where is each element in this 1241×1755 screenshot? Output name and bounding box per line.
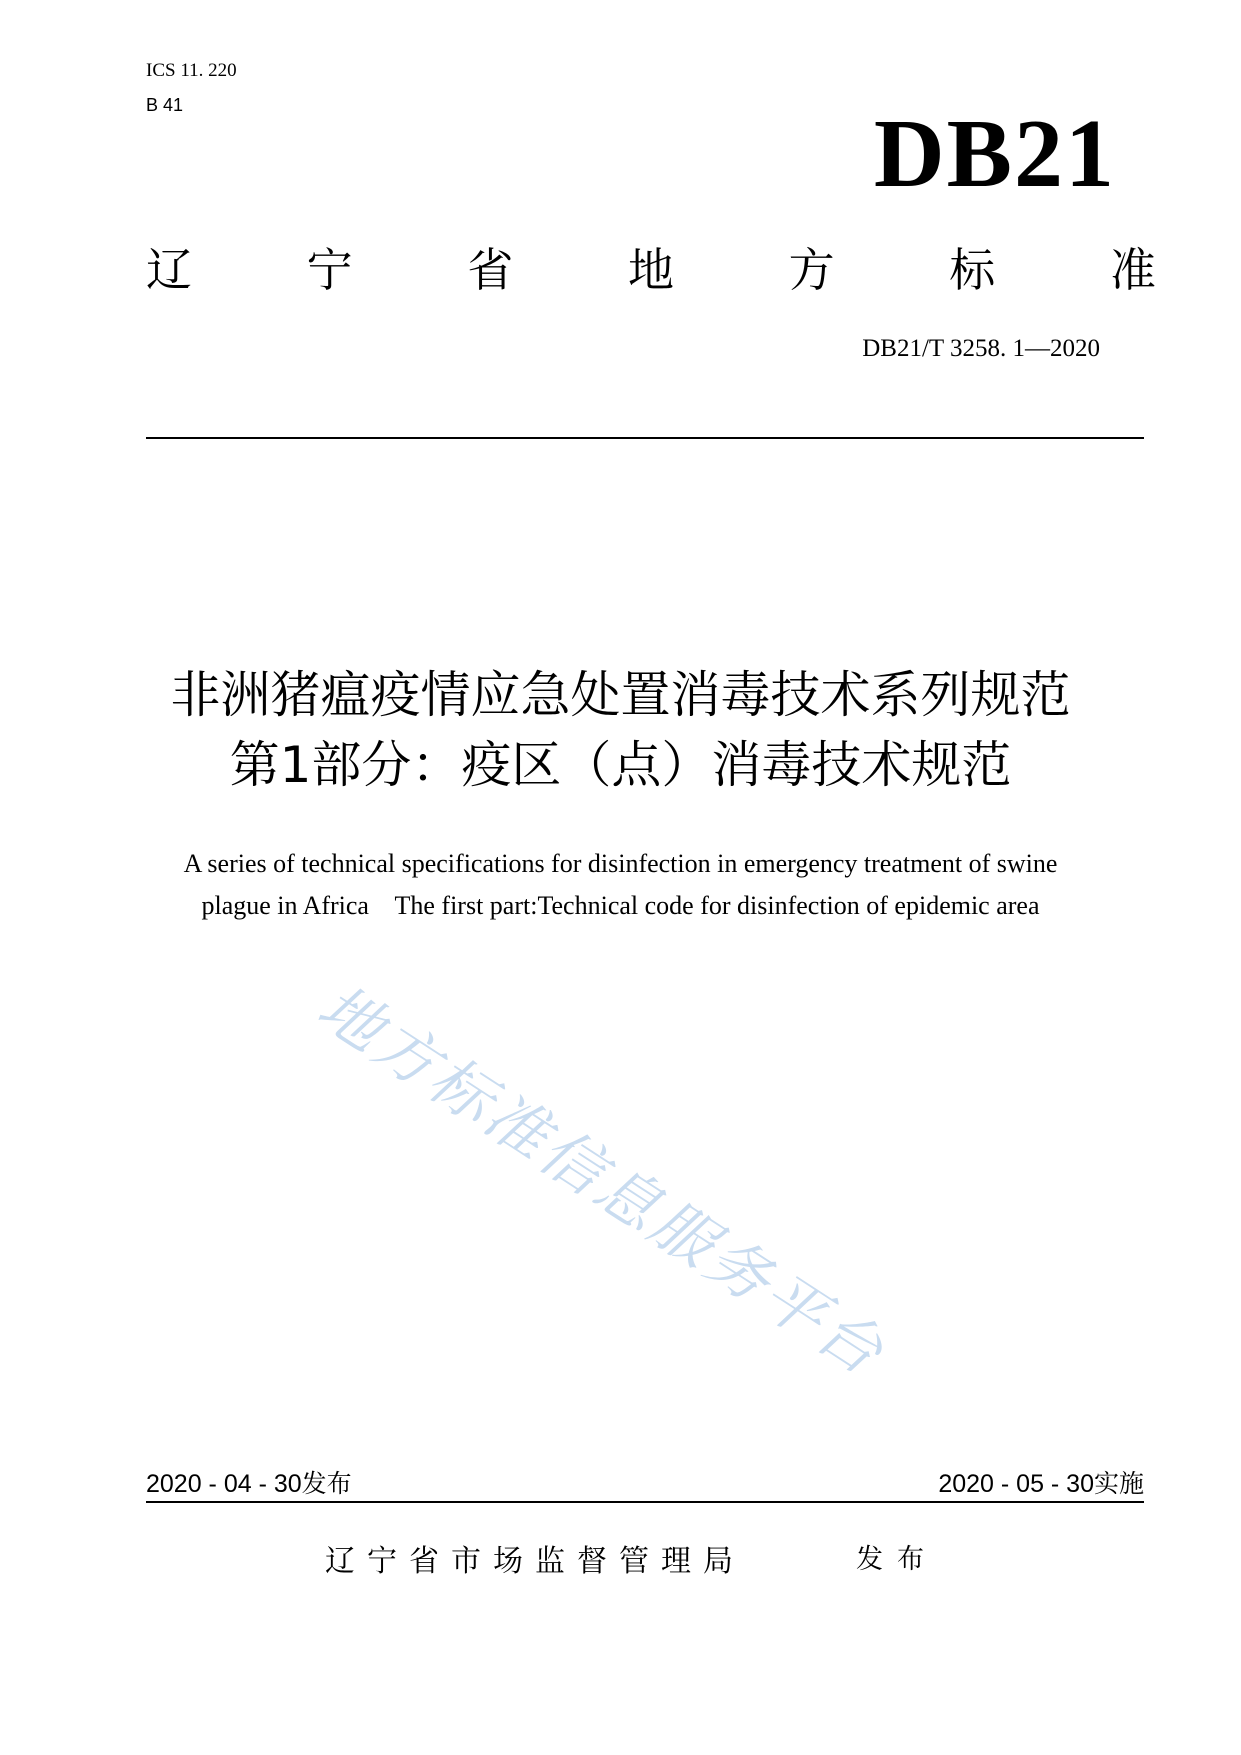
watermark: 地方标准信息服务平台 — [305, 969, 899, 1391]
ccs-code: B 41 — [146, 95, 184, 115]
standard-type-char: 标 — [949, 243, 996, 297]
footer-divider — [146, 1501, 1144, 1503]
issuing-authority: 辽宁省市场监督管理局 — [325, 1544, 745, 1579]
standard-type-char: 准 — [1109, 243, 1156, 297]
standard-type-heading — [146, 240, 1156, 300]
header-divider — [146, 437, 1144, 439]
standard-mark: DB21 — [873, 100, 1116, 208]
standard-number: DB21/T 3258. 1—2020 — [862, 335, 1100, 362]
ics-code: ICS 11. 220 — [146, 60, 237, 81]
standard-type-char: 省 — [467, 243, 514, 297]
standard-type-char: 方 — [788, 243, 835, 297]
title-zh-line-1: 非洲猪瘟疫情应急处置消毒技术系列规范 — [170, 666, 1071, 724]
implementation-date: 2020 - 05 - 30实施 — [938, 1470, 1144, 1498]
issue-verb: 发布 — [856, 1544, 938, 1575]
standard-type-char: 辽 — [146, 243, 192, 297]
title-en-line-2: plague in Africa The first part:Technical code for disinfection of epidemic area — [201, 891, 1040, 920]
title-zh-line-2: 第1部分：疫区（点）消毒技术规范 — [229, 736, 1012, 794]
standard-type-char: 宁 — [306, 243, 353, 297]
title-en-line-1: A series of technical specifications for disinfection in emergency treatment of swine — [183, 849, 1058, 878]
issue-date: 2020 - 04 - 30发布 — [146, 1470, 352, 1498]
standard-type-char: 地 — [627, 243, 674, 297]
